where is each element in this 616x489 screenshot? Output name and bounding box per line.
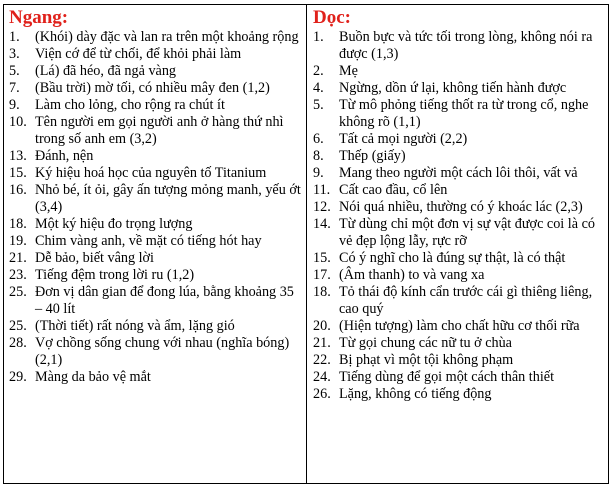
clue-number: 22. — [313, 352, 331, 368]
clue-number: 24. — [313, 369, 331, 385]
down-clue-item — [313, 63, 604, 80]
clue-number: 17. — [313, 267, 331, 283]
clue-number: 15. — [313, 250, 331, 266]
clue-text: Một ký hiệu đo trọng lượng — [35, 216, 193, 232]
clue-text: Lặng, không có tiếng động — [339, 386, 492, 402]
down-clue-item — [313, 165, 604, 182]
across-clue-item — [9, 284, 302, 318]
clue-number: 18. — [9, 216, 27, 232]
clue-number: 26. — [313, 386, 331, 402]
clue-text: Từ gọi chung các nữ tu ở chùa — [339, 335, 512, 351]
down-clue-item — [313, 97, 604, 131]
clue-text: Vợ chồng sống chung với nhau (nghĩa bóng) (2,1) — [35, 335, 290, 368]
clue-text: Tiếng đệm trong lời ru (1,2) — [35, 267, 195, 283]
clue-text: Mang theo người một cách lôi thôi, vất vả — [339, 165, 578, 181]
clue-number: 21. — [313, 335, 331, 351]
clue-text: Từ mô phỏng tiếng thốt ra từ trong cổ, nghe không rõ (1,1) — [339, 97, 589, 130]
clue-text: Buồn bực và tức tối trong lòng, không nói ra được (1,3) — [339, 29, 593, 62]
down-clue-item — [313, 216, 604, 250]
clue-number: 25. — [9, 318, 27, 334]
clue-text: Chim vàng anh, về mặt có tiếng hót hay — [35, 233, 262, 249]
clue-text: Nhỏ bé, ít ỏi, gây ấn tượng mỏng manh, yếu ớt (3,4) — [35, 182, 301, 215]
down-clue-item — [313, 80, 604, 97]
down-clue-item — [313, 284, 604, 318]
across-clue-item — [9, 182, 302, 216]
across-clue-item — [9, 216, 302, 233]
clue-text: Dễ bảo, biết vâng lời — [35, 250, 155, 266]
clue-number: 18. — [313, 284, 331, 300]
clue-number: 2. — [313, 63, 324, 79]
clue-text: Tất cả mọi người (2,2) — [339, 131, 468, 147]
clue-text: Đơn vị dân gian để đong lúa, bằng khoảng 35 – 40 lít — [35, 284, 294, 317]
clue-text: (Khói) dày đặc và lan ra trên một khoảng rộng — [35, 29, 299, 45]
across-clue-item — [9, 97, 302, 114]
clue-number: 13. — [9, 148, 27, 164]
clue-number: 21. — [9, 250, 27, 266]
clue-number: 9. — [313, 165, 324, 181]
down-clue-item — [313, 131, 604, 148]
clue-text: Màng da bảo vệ mắt — [35, 369, 151, 385]
clue-text: Ngừng, dồn ứ lại, không tiến hành được — [339, 80, 567, 96]
across-heading: Ngang: — [9, 7, 69, 28]
clue-number: 5. — [313, 97, 324, 113]
down-column — [307, 5, 608, 483]
down-clue-item — [313, 318, 604, 335]
down-clue-item — [313, 352, 604, 369]
clue-text: Nói quá nhiều, thường có ý khoác lác (2,3) — [339, 199, 583, 215]
down-clue-item — [313, 267, 604, 284]
clue-text: Thếp (giấy) — [339, 148, 406, 164]
down-clue-item — [313, 29, 604, 63]
across-clue-list — [9, 29, 302, 386]
down-clue-item — [313, 148, 604, 165]
clue-text: (Hiện tượng) làm cho chất hữu cơ thối rữa — [339, 318, 580, 334]
clue-text: Làm cho lỏng, cho rộng ra chút ít — [35, 97, 225, 113]
across-clue-item — [9, 369, 302, 386]
across-clue-item — [9, 148, 302, 165]
clue-text: Bị phạt vì một tội không phạm — [339, 352, 514, 368]
clue-number: 19. — [9, 233, 27, 249]
clue-text: (Thời tiết) rất nóng và ẩm, lặng gió — [35, 318, 235, 334]
clue-text: Ký hiệu hoá học của nguyên tố Titanium — [35, 165, 267, 181]
clue-text: (Âm thanh) to và vang xa — [339, 267, 485, 283]
clue-text: Mẹ — [339, 63, 358, 79]
clue-number: 7. — [9, 80, 20, 96]
across-clue-item — [9, 335, 302, 369]
clue-number: 28. — [9, 335, 27, 351]
clue-text: Tên người em gọi người anh ở hàng thứ nhì trong số anh em (3,2) — [35, 114, 284, 147]
clue-text: (Bầu trời) mờ tối, có nhiều mây đen (1,2) — [35, 80, 270, 96]
clue-number: 1. — [9, 29, 20, 45]
down-heading: Dọc: — [313, 7, 351, 28]
across-clue-item — [9, 114, 302, 148]
clue-text: Viện cớ để từ chối, để khỏi phải làm — [35, 46, 242, 62]
clue-number: 12. — [313, 199, 331, 215]
clue-number: 11. — [313, 182, 331, 198]
across-column — [4, 5, 307, 483]
crossword-clue-table — [3, 4, 609, 484]
down-clue-item — [313, 369, 604, 386]
clue-text: Từ dùng chỉ một đơn vị sự vật được coi là có vẻ đẹp lộng lẫy, rực rỡ — [339, 216, 595, 249]
clue-number: 9. — [9, 97, 20, 113]
clue-text: Tiếng dùng để gọi một cách thân thiết — [339, 369, 555, 385]
across-clue-item — [9, 46, 302, 63]
across-clue-item — [9, 318, 302, 335]
clue-text: Đánh, nện — [35, 148, 94, 164]
clue-number: 6. — [313, 131, 324, 147]
across-clue-item — [9, 233, 302, 250]
clue-number: 20. — [313, 318, 331, 334]
clue-number: 10. — [9, 114, 27, 130]
across-clue-item — [9, 29, 302, 46]
across-clue-item — [9, 80, 302, 97]
down-clue-item — [313, 250, 604, 267]
down-clue-item — [313, 182, 604, 199]
clue-number: 23. — [9, 267, 27, 283]
clue-text: Cất cao đầu, cổ lên — [339, 182, 448, 198]
down-clue-item — [313, 386, 604, 403]
down-clue-item — [313, 199, 604, 216]
clue-number: 15. — [9, 165, 27, 181]
clue-number: 29. — [9, 369, 27, 385]
across-clue-item — [9, 63, 302, 80]
across-clue-item — [9, 250, 302, 267]
clue-number: 14. — [313, 216, 331, 232]
clue-number: 1. — [313, 29, 324, 45]
clue-text: Có ý nghĩ cho là đúng sự thật, là có thật — [339, 250, 566, 266]
clue-number: 16. — [9, 182, 27, 198]
down-clue-list — [313, 29, 604, 403]
clue-text: (Lá) đã héo, đã ngả vàng — [35, 63, 177, 79]
across-clue-item — [9, 267, 302, 284]
clue-number: 5. — [9, 63, 20, 79]
clue-text: Tỏ thái độ kính cẩn trước cái gì thiêng liêng, cao quý — [339, 284, 593, 317]
across-clue-item — [9, 165, 302, 182]
down-clue-item — [313, 335, 604, 352]
clue-number: 25. — [9, 284, 27, 300]
clue-number: 4. — [313, 80, 324, 96]
clue-number: 8. — [313, 148, 324, 164]
clue-number: 3. — [9, 46, 20, 62]
